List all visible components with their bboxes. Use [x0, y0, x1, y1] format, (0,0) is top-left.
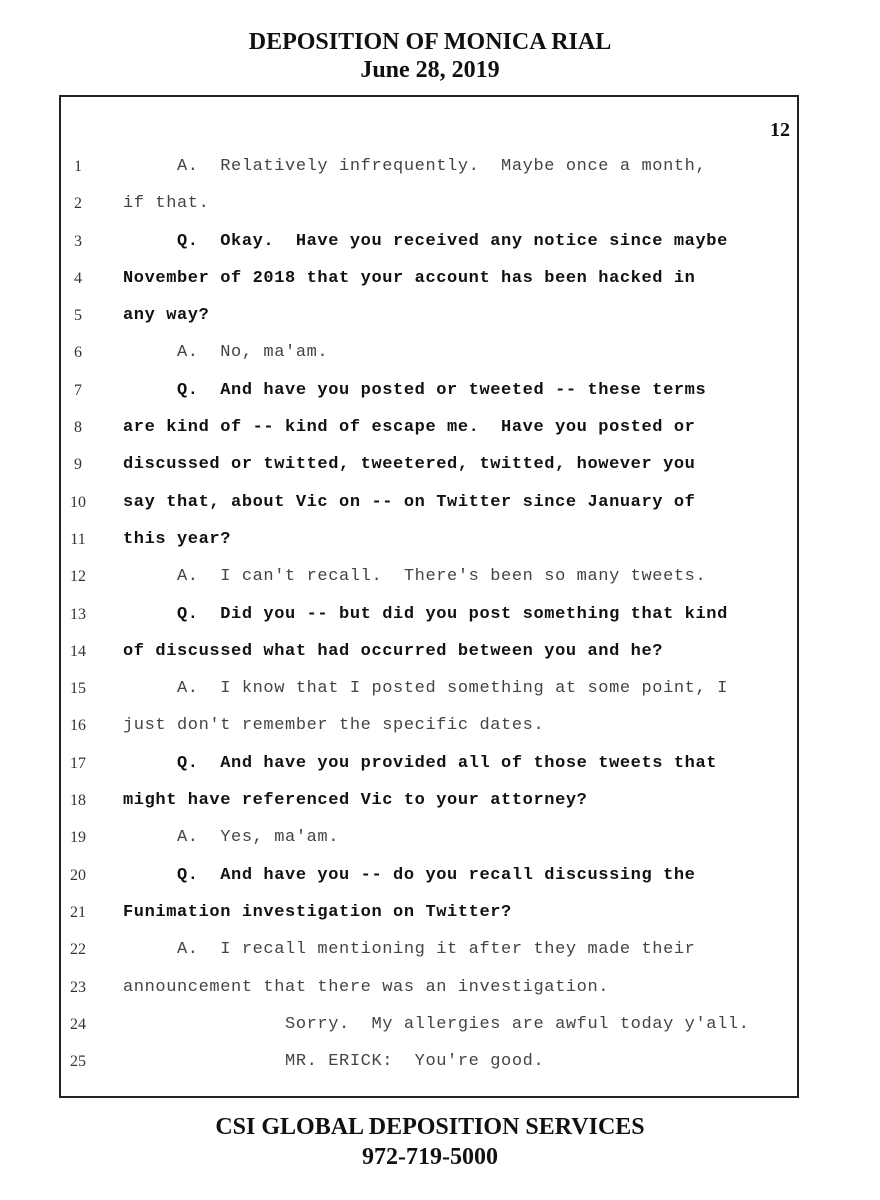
- line-number: 17: [70, 754, 86, 772]
- transcript-line: [0, 634, 860, 671]
- answer-text: A. Relatively infrequently. Maybe once a month,: [123, 157, 707, 176]
- line-number: 16: [70, 717, 86, 735]
- transcript-line: [0, 447, 860, 484]
- line-number: 12: [70, 568, 86, 586]
- transcript-body: [0, 149, 860, 1081]
- line-number: 22: [70, 941, 86, 959]
- line-number: 21: [70, 903, 86, 921]
- transcript-line: [0, 261, 860, 298]
- transcript-line: [0, 410, 860, 447]
- line-number: 6: [74, 344, 82, 362]
- answer-text: Sorry. My allergies are awful today y'all.: [123, 1014, 750, 1034]
- line-number: 20: [70, 866, 86, 884]
- transcript-line: [0, 1044, 860, 1081]
- transcript-line: [0, 597, 860, 634]
- line-number: 5: [74, 307, 82, 325]
- footer-company: CSI GLOBAL DEPOSITION SERVICES: [215, 1114, 645, 1140]
- line-number: 23: [70, 978, 86, 996]
- answer-text: if that.: [123, 194, 210, 214]
- footer-phone: 972-719-5000: [362, 1144, 498, 1170]
- line-number: 3: [74, 232, 82, 250]
- line-number: 7: [74, 381, 82, 399]
- line-number: 4: [74, 269, 82, 287]
- line-number: 14: [70, 642, 86, 660]
- question-text: say that, about Vic on -- on Twitter since January of: [123, 492, 696, 512]
- question-text: of discussed what had occurred between you and he?: [123, 641, 664, 661]
- document-header: [0, 28, 860, 84]
- question-text: Q. And have you -- do you recall discussing the: [123, 865, 696, 885]
- transcript-line: [0, 298, 860, 335]
- transcript-line: [0, 671, 860, 708]
- line-number: 10: [70, 493, 86, 511]
- line-number: 18: [70, 792, 86, 810]
- deposition-date: June 28, 2019: [360, 57, 500, 83]
- answer-text: just don't remember the specific dates.: [123, 716, 545, 736]
- transcript-line: [0, 708, 860, 745]
- transcript-line: [0, 559, 860, 596]
- line-number: 8: [74, 419, 82, 437]
- question-text: are kind of -- kind of escape me. Have you posted or: [123, 418, 696, 438]
- line-number: 24: [70, 1015, 86, 1033]
- question-text: Funimation investigation on Twitter?: [123, 902, 512, 922]
- deposition-title: DEPOSITION OF MONICA RIAL: [248, 29, 612, 55]
- answer-text: A. I recall mentioning it after they made their: [123, 940, 696, 960]
- question-text: this year?: [123, 529, 232, 549]
- transcript-line: [0, 149, 860, 186]
- transcript-line: [0, 783, 860, 820]
- question-text: November of 2018 that your account has been hacked in: [123, 268, 696, 288]
- transcript-line: [0, 1007, 860, 1044]
- transcript-line: [0, 932, 860, 969]
- answer-text: A. Yes, ma'am.: [123, 828, 340, 848]
- document-footer: [0, 1112, 860, 1172]
- transcript-line: [0, 970, 860, 1007]
- line-number: 13: [70, 605, 86, 623]
- line-number: 9: [74, 456, 82, 474]
- line-number: 1: [74, 158, 82, 175]
- question-text: discussed or twitted, tweetered, twitted, however you: [123, 455, 696, 475]
- transcript-line: [0, 895, 860, 932]
- answer-text: announcement that there was an investigation.: [123, 977, 610, 997]
- line-number: 11: [70, 530, 86, 548]
- transcript-line: [0, 485, 860, 522]
- transcript-line: [0, 746, 860, 783]
- transcript-line: [0, 522, 860, 559]
- line-number: 15: [70, 680, 86, 698]
- question-text: might have referenced Vic to your attorney?: [123, 791, 588, 811]
- transcript-line: [0, 373, 860, 410]
- question-text: any way?: [123, 306, 210, 326]
- question-text: Q. And have you posted or tweeted -- these terms: [123, 380, 707, 400]
- transcript-line: [0, 858, 860, 895]
- question-text: Q. And have you provided all of those tweets that: [123, 753, 718, 773]
- transcript-line: [0, 335, 860, 372]
- line-number: 2: [74, 195, 82, 213]
- answer-text: MR. ERICK: You're good.: [123, 1052, 545, 1072]
- line-number: 25: [70, 1053, 86, 1071]
- answer-text: A. No, ma'am.: [123, 343, 329, 363]
- question-text: Q. Okay. Have you received any notice since maybe: [123, 231, 728, 251]
- page-number: 12: [770, 119, 790, 141]
- answer-text: A. I can't recall. There's been so many tweets.: [123, 567, 707, 587]
- answer-text: A. I know that I posted something at some point, I: [123, 679, 728, 699]
- transcript-line: [0, 224, 860, 261]
- transcript-line: [0, 186, 860, 223]
- transcript-line: [0, 820, 860, 857]
- question-text: Q. Did you -- but did you post something that kind: [123, 604, 728, 624]
- line-number: 19: [70, 829, 86, 847]
